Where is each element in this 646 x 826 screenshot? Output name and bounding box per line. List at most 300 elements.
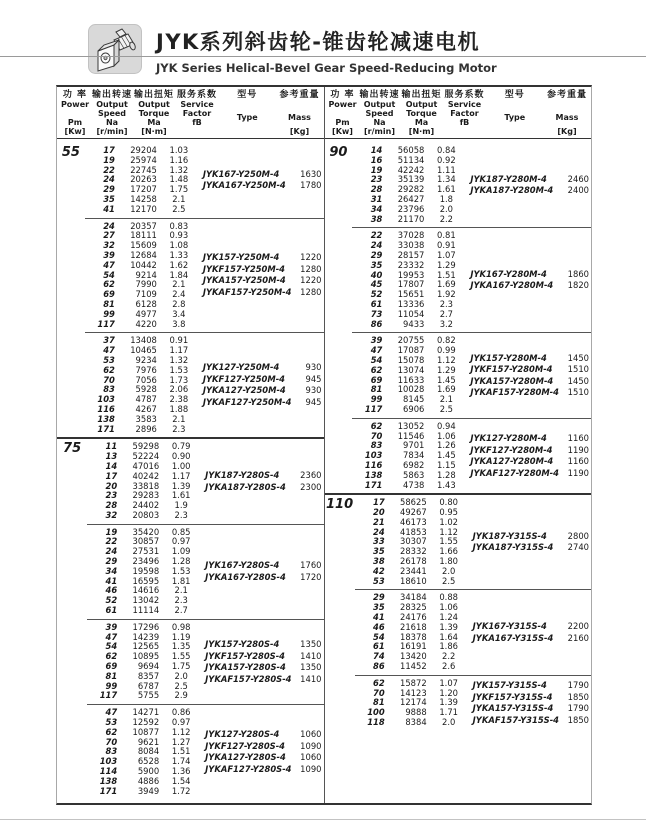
output-speed-value: 27 — [103, 230, 115, 241]
mass-value: 1220 — [300, 275, 322, 286]
output-torque-value: 56058 — [397, 145, 425, 155]
col-header-power — [325, 90, 361, 136]
type-row — [473, 715, 589, 727]
output-speed-value: 103 — [364, 450, 383, 461]
mass-value: 930 — [305, 385, 322, 396]
output-speed-value: 35 — [370, 259, 383, 270]
output-speed-value: 53 — [103, 354, 115, 365]
output-speed-value: 138 — [99, 775, 118, 786]
col-header-factor-zh: 服务系数 — [177, 90, 218, 100]
type-row — [203, 264, 322, 276]
service-factor-value: 1.48 — [169, 174, 189, 185]
type-list — [199, 560, 323, 583]
output-torque-value: 29282 — [397, 184, 425, 195]
output-speed-value: 117 — [364, 403, 383, 414]
mass-value: 1280 — [300, 286, 322, 297]
output-speed-value: 24 — [370, 240, 383, 251]
output-torque-value: 9701 — [403, 440, 425, 451]
service-factor-value: 1.26 — [437, 440, 456, 451]
output-speed-value: 13 — [105, 451, 118, 462]
output-torque-value: 15651 — [397, 289, 425, 300]
spec-row — [87, 606, 199, 616]
output-torque-value: 10442 — [130, 259, 157, 270]
output-torque-value: 10895 — [132, 651, 160, 662]
output-speed-value: 22 — [370, 230, 383, 241]
output-speed-value: 14 — [370, 145, 383, 155]
service-factor-value: 1.35 — [171, 641, 191, 652]
output-speed-value: 117 — [99, 690, 118, 701]
output-torque-value: 6128 — [135, 298, 157, 309]
output-speed-value: 70 — [373, 687, 385, 698]
service-factor-value: 0.91 — [437, 240, 456, 251]
output-torque-value: 35139 — [397, 174, 425, 185]
service-factor-value: 0.93 — [169, 230, 189, 241]
output-speed-value: 83 — [103, 384, 115, 395]
output-speed-value: 54 — [373, 631, 385, 642]
mass-value: 945 — [305, 396, 322, 407]
output-speed-value: 24 — [103, 220, 115, 231]
type-list — [197, 362, 324, 408]
output-speed-value: 32 — [105, 509, 118, 520]
output-speed-value: 54 — [105, 641, 118, 652]
service-factor-value: 0.97 — [171, 717, 191, 728]
type-value: JYKA127-Y280M-4 — [470, 456, 554, 466]
col-header-speed — [93, 90, 131, 136]
type-value: JYKAF127-Y280S-4 — [205, 763, 292, 774]
type-value: JYKA187-Y280M-4 — [470, 185, 554, 196]
output-torque-value: 6906 — [403, 403, 425, 414]
output-speed-value: 138 — [97, 413, 115, 424]
service-factor-value: 2.4 — [172, 289, 186, 300]
service-factor-value: 2.6 — [442, 661, 456, 672]
mass-value: 930 — [305, 362, 322, 373]
type-value: JYKA167-Y250M-4 — [202, 180, 286, 191]
spec-rows — [352, 146, 464, 224]
output-speed-value: 53 — [373, 575, 385, 586]
output-speed-value: 35 — [103, 193, 115, 204]
output-torque-value: 8084 — [137, 746, 160, 757]
col-header-torque-unit: Ma — [147, 118, 161, 127]
page-subtitle: JYK Series Helical-Bevel Gear Speed-Reducing Motor — [156, 61, 497, 75]
mass-value: 1760 — [300, 560, 322, 571]
output-torque-value: 29283 — [132, 490, 160, 501]
col-header-speed-unit: Na — [105, 118, 119, 127]
output-torque-value: 9888 — [405, 707, 427, 718]
type-row — [205, 482, 321, 494]
type-row — [470, 433, 589, 445]
mass-value: 1510 — [567, 364, 589, 375]
output-torque-value: 23796 — [397, 203, 425, 214]
spec-group — [85, 332, 324, 437]
spec-row — [87, 787, 199, 797]
spec-row — [85, 425, 197, 435]
output-torque-value: 20263 — [130, 174, 157, 185]
service-factor-value: 0.82 — [437, 335, 456, 346]
col-header-type — [217, 90, 278, 136]
type-list — [464, 433, 591, 479]
spec-group — [87, 619, 323, 704]
service-factor-value: 0.84 — [437, 145, 456, 155]
service-factor-value: 1.88 — [169, 403, 189, 414]
col-header-speed-en: Output — [96, 100, 128, 109]
col-header-mass-zh: 参考重量 — [279, 90, 320, 100]
type-value: JYKA167-Y280S-4 — [205, 571, 286, 582]
service-factor-value: 1.36 — [171, 766, 191, 777]
output-torque-value: 47016 — [132, 460, 160, 471]
type-value: JYKAF157-Y280S-4 — [205, 673, 292, 684]
type-list — [199, 729, 323, 775]
type-row — [203, 287, 322, 299]
output-speed-value: 23 — [105, 490, 118, 501]
mass-value: 1720 — [300, 571, 322, 582]
type-row — [203, 169, 322, 181]
service-factor-value: 1.28 — [171, 556, 191, 567]
col-header-mass — [545, 90, 589, 136]
col-header-type-zh: 型号 — [237, 90, 258, 100]
output-speed-value: 47 — [370, 345, 383, 356]
output-speed-value: 73 — [370, 308, 383, 319]
mass-value: 1450 — [567, 375, 589, 386]
service-factor-value: 1.74 — [171, 756, 191, 767]
output-torque-value: 8357 — [137, 670, 160, 681]
spec-rows — [87, 442, 199, 520]
spec-row — [85, 320, 197, 330]
output-speed-value: 17 — [373, 497, 385, 508]
output-torque-value: 18610 — [400, 575, 427, 586]
service-factor-value: 2.7 — [439, 308, 454, 319]
output-speed-value: 69 — [370, 374, 383, 385]
type-list — [199, 470, 323, 493]
type-row — [203, 180, 322, 192]
output-speed-value: 74 — [373, 651, 385, 662]
output-torque-value: 27531 — [132, 546, 160, 557]
mass-value: 945 — [305, 373, 322, 384]
spec-row — [87, 511, 199, 521]
output-speed-value: 38 — [373, 556, 385, 567]
output-speed-value: 53 — [105, 717, 118, 728]
spec-rows — [355, 593, 467, 671]
output-speed-value: 54 — [103, 269, 115, 280]
col-header-factor — [445, 90, 485, 136]
type-value: JYKF127-Y250M-4 — [202, 373, 286, 384]
output-speed-value: 54 — [370, 354, 383, 365]
type-row — [470, 174, 589, 186]
type-value: JYKAF127-Y250M-4 — [202, 396, 292, 407]
output-speed-value: 118 — [367, 717, 385, 728]
type-list — [467, 680, 591, 726]
spec-rows — [87, 623, 199, 701]
output-torque-value: 4977 — [135, 308, 157, 319]
type-row — [203, 397, 322, 409]
output-speed-value: 39 — [105, 621, 118, 632]
service-factor-value: 1.81 — [171, 575, 191, 586]
output-speed-value: 70 — [105, 736, 118, 747]
mass-value: 1820 — [567, 280, 589, 291]
type-row — [473, 703, 589, 715]
output-speed-value: 62 — [370, 364, 383, 375]
service-factor-value: 1.92 — [437, 289, 456, 300]
output-speed-value: 22 — [103, 164, 115, 175]
output-torque-value: 33038 — [397, 240, 425, 251]
type-row — [473, 542, 589, 554]
output-torque-value: 4267 — [135, 403, 157, 414]
type-list — [199, 639, 323, 685]
output-speed-value: 86 — [370, 318, 383, 329]
output-torque-value: 9214 — [135, 269, 157, 280]
output-torque-value: 7109 — [135, 289, 157, 300]
service-factor-value: 1.32 — [169, 354, 189, 365]
type-row — [470, 280, 589, 292]
col-header-torque-unit: [N·m] — [408, 126, 435, 136]
output-torque-value: 12174 — [400, 697, 427, 708]
output-torque-value: 11452 — [400, 661, 427, 672]
type-row — [205, 662, 321, 674]
output-torque-value: 5863 — [403, 469, 425, 480]
type-value: JYK157-Y280S-4 — [205, 639, 280, 650]
service-factor-value: 1.53 — [171, 565, 191, 576]
service-factor-value: 0.91 — [169, 335, 189, 346]
type-row — [203, 275, 322, 287]
spec-rows — [87, 528, 199, 616]
col-header-factor-en: Service — [447, 100, 482, 109]
service-factor-value: 1.61 — [437, 184, 456, 195]
mass-value: 1790 — [567, 680, 589, 691]
type-row — [473, 633, 589, 645]
service-factor-value: 2.0 — [442, 565, 456, 576]
service-factor-value: 1.06 — [437, 430, 456, 441]
header-divider — [0, 56, 646, 57]
service-factor-value: 1.15 — [437, 459, 456, 470]
output-speed-value: 46 — [105, 585, 118, 596]
service-factor-value: 1.61 — [171, 490, 191, 501]
output-speed-value: 117 — [97, 318, 115, 329]
output-speed-value: 171 — [97, 423, 115, 434]
service-factor-value: 2.3 — [174, 509, 188, 520]
spec-groups — [355, 495, 591, 731]
spec-group — [355, 675, 591, 731]
output-torque-value: 6528 — [137, 756, 160, 767]
output-torque-value: 4787 — [135, 394, 157, 405]
mass-value: 1410 — [300, 673, 322, 684]
output-speed-value: 24 — [103, 174, 115, 185]
output-torque-value: 6982 — [403, 459, 425, 470]
service-factor-value: 2.3 — [172, 423, 186, 434]
output-speed-value: 31 — [370, 193, 383, 204]
output-torque-value: 19598 — [132, 565, 160, 576]
service-factor-value: 0.83 — [169, 220, 189, 231]
col-header-torque-unit: Ma — [414, 118, 429, 127]
output-speed-value: 34 — [370, 203, 383, 214]
service-factor-value: 1.84 — [169, 269, 189, 280]
col-header-factor-en: Service — [180, 100, 214, 109]
service-factor-value: 1.62 — [169, 259, 189, 270]
output-torque-value: 13336 — [397, 298, 425, 309]
type-value: JYK127-Y280S-4 — [205, 729, 280, 740]
output-speed-value: 83 — [370, 440, 383, 451]
mass-value: 1850 — [567, 714, 589, 725]
mass-value: 2740 — [567, 542, 589, 553]
service-factor-value: 1.32 — [169, 164, 189, 175]
output-speed-value: 19 — [105, 526, 118, 537]
service-factor-value: 1.75 — [171, 661, 191, 672]
table-right-half — [325, 87, 592, 803]
output-speed-value: 33 — [373, 536, 385, 547]
output-torque-value: 4220 — [135, 318, 157, 329]
output-torque-value: 5928 — [135, 384, 157, 395]
power-value: 75 — [63, 441, 82, 457]
output-torque-value: 52224 — [132, 451, 160, 462]
output-speed-value: 81 — [105, 670, 118, 681]
type-row — [470, 468, 589, 480]
output-torque-value: 17296 — [132, 621, 160, 632]
output-speed-value: 41 — [103, 203, 115, 214]
output-speed-value: 23 — [370, 174, 383, 185]
service-factor-value: 1.45 — [437, 450, 456, 461]
service-factor-value: 1.19 — [171, 631, 191, 642]
type-list — [464, 353, 591, 399]
service-factor-value: 2.0 — [442, 717, 456, 728]
type-value: JYKAF157-Y280M-4 — [470, 387, 559, 398]
output-torque-value: 12684 — [130, 249, 157, 260]
output-speed-value: 41 — [105, 575, 118, 586]
service-factor-value: 2.3 — [439, 298, 454, 309]
gear-motor-icon — [88, 24, 142, 74]
output-speed-value: 116 — [364, 459, 383, 470]
output-speed-value: 35 — [373, 602, 385, 613]
service-factor-value: 1.55 — [171, 651, 191, 662]
type-value: JYK167-Y280M-4 — [470, 268, 547, 279]
mass-value: 2360 — [300, 470, 322, 480]
type-row — [205, 639, 321, 651]
power-section — [325, 493, 592, 731]
service-factor-value: 1.29 — [437, 364, 456, 375]
service-factor-value: 1.64 — [439, 631, 458, 642]
type-row — [203, 362, 322, 374]
type-row — [473, 621, 589, 633]
output-speed-value: 47 — [105, 707, 118, 718]
mass-value: 1450 — [567, 352, 589, 363]
type-value: JYKA167-Y315S-4 — [472, 632, 554, 643]
output-torque-value: 11114 — [132, 605, 160, 616]
output-torque-value: 9694 — [137, 661, 160, 672]
spec-group — [355, 589, 591, 674]
col-header-mass-unit: [Kg] — [289, 126, 310, 136]
type-list — [197, 252, 324, 298]
output-torque-value: 11633 — [397, 374, 425, 385]
output-speed-value: 69 — [103, 289, 115, 300]
col-header-torque-zh: 输出扭矩 — [133, 90, 174, 100]
col-header-mass — [278, 90, 322, 136]
output-torque-value: 24176 — [400, 612, 427, 623]
output-speed-value: 61 — [370, 298, 383, 309]
mass-value: 1190 — [567, 467, 589, 478]
spec-groups — [87, 439, 323, 799]
output-speed-value: 70 — [103, 374, 115, 385]
service-factor-value: 1.9 — [174, 500, 188, 511]
col-header-torque-en: Torque — [406, 108, 437, 118]
mass-value: 2200 — [567, 621, 589, 632]
output-torque-value: 17807 — [397, 279, 425, 290]
type-row — [203, 385, 322, 397]
output-torque-value: 18111 — [130, 230, 157, 241]
type-row — [203, 252, 322, 264]
type-value: JYKF157-Y315S-4 — [472, 691, 553, 702]
output-speed-value: 171 — [364, 479, 383, 490]
service-factor-value: 0.80 — [439, 497, 458, 508]
service-factor-value: 3.8 — [172, 318, 186, 329]
output-speed-value: 35 — [373, 546, 385, 557]
power-section — [325, 143, 592, 493]
service-factor-value: 1.86 — [439, 641, 458, 652]
col-header-power-zh: 功 率 — [62, 90, 88, 100]
output-speed-value: 52 — [105, 595, 118, 606]
service-factor-value: 2.5 — [172, 203, 186, 214]
output-torque-value: 17087 — [397, 345, 425, 356]
output-speed-value: 62 — [103, 364, 115, 375]
col-header-speed-zh: 输出转速 — [92, 90, 133, 100]
output-torque-value: 11054 — [397, 308, 425, 319]
service-factor-value: 1.39 — [439, 621, 458, 632]
output-speed-value: 32 — [103, 240, 115, 251]
type-row — [470, 456, 589, 468]
service-factor-value: 1.75 — [169, 184, 189, 195]
type-value: JYKA187-Y315S-4 — [472, 542, 554, 553]
output-torque-value: 15872 — [400, 677, 427, 688]
output-torque-value: 7976 — [135, 364, 157, 375]
mass-value: 1060 — [300, 752, 322, 763]
service-factor-value: 0.98 — [171, 621, 191, 632]
service-factor-value: 1.11 — [437, 164, 456, 175]
spec-group — [85, 218, 324, 333]
col-header-speed-en: Output — [363, 100, 396, 109]
type-value: JYKF157-Y280M-4 — [470, 364, 553, 375]
service-factor-value: 1.02 — [439, 516, 458, 527]
output-torque-value: 11546 — [397, 430, 425, 441]
output-torque-value: 25974 — [130, 154, 157, 165]
type-value: JYK157-Y315S-4 — [472, 680, 547, 691]
type-row — [473, 692, 589, 704]
service-factor-value: 2.2 — [439, 213, 454, 224]
service-factor-value: 1.80 — [439, 556, 458, 567]
service-factor-value: 2.0 — [174, 670, 188, 681]
table-body — [57, 139, 324, 799]
output-torque-value: 23441 — [400, 565, 427, 576]
output-speed-value: 103 — [99, 756, 118, 767]
mass-value: 2160 — [567, 632, 589, 643]
col-header-power-unit: Pm — [67, 118, 83, 127]
service-factor-value: 2.5 — [442, 575, 456, 586]
service-factor-value: 0.85 — [171, 526, 191, 537]
mass-value: 1350 — [300, 662, 322, 673]
service-factor-value: 1.33 — [169, 249, 189, 260]
output-torque-value: 18378 — [400, 631, 427, 642]
output-torque-value: 12565 — [132, 641, 160, 652]
service-factor-value: 1.34 — [437, 174, 456, 185]
spec-rows — [85, 222, 197, 330]
type-row — [205, 741, 321, 753]
output-torque-value: 4738 — [403, 479, 425, 490]
col-header-speed-unit: [r/min] — [364, 126, 395, 136]
output-speed-value: 61 — [105, 605, 118, 616]
column-headers — [325, 87, 592, 139]
col-header-factor-zh: 服务系数 — [444, 90, 485, 100]
output-speed-value: 29 — [370, 249, 383, 260]
output-torque-value: 28157 — [397, 249, 425, 260]
type-value: JYK157-Y250M-4 — [202, 252, 280, 263]
service-factor-value: 2.7 — [174, 605, 188, 616]
type-row — [205, 752, 321, 764]
mass-value: 1160 — [567, 456, 589, 466]
